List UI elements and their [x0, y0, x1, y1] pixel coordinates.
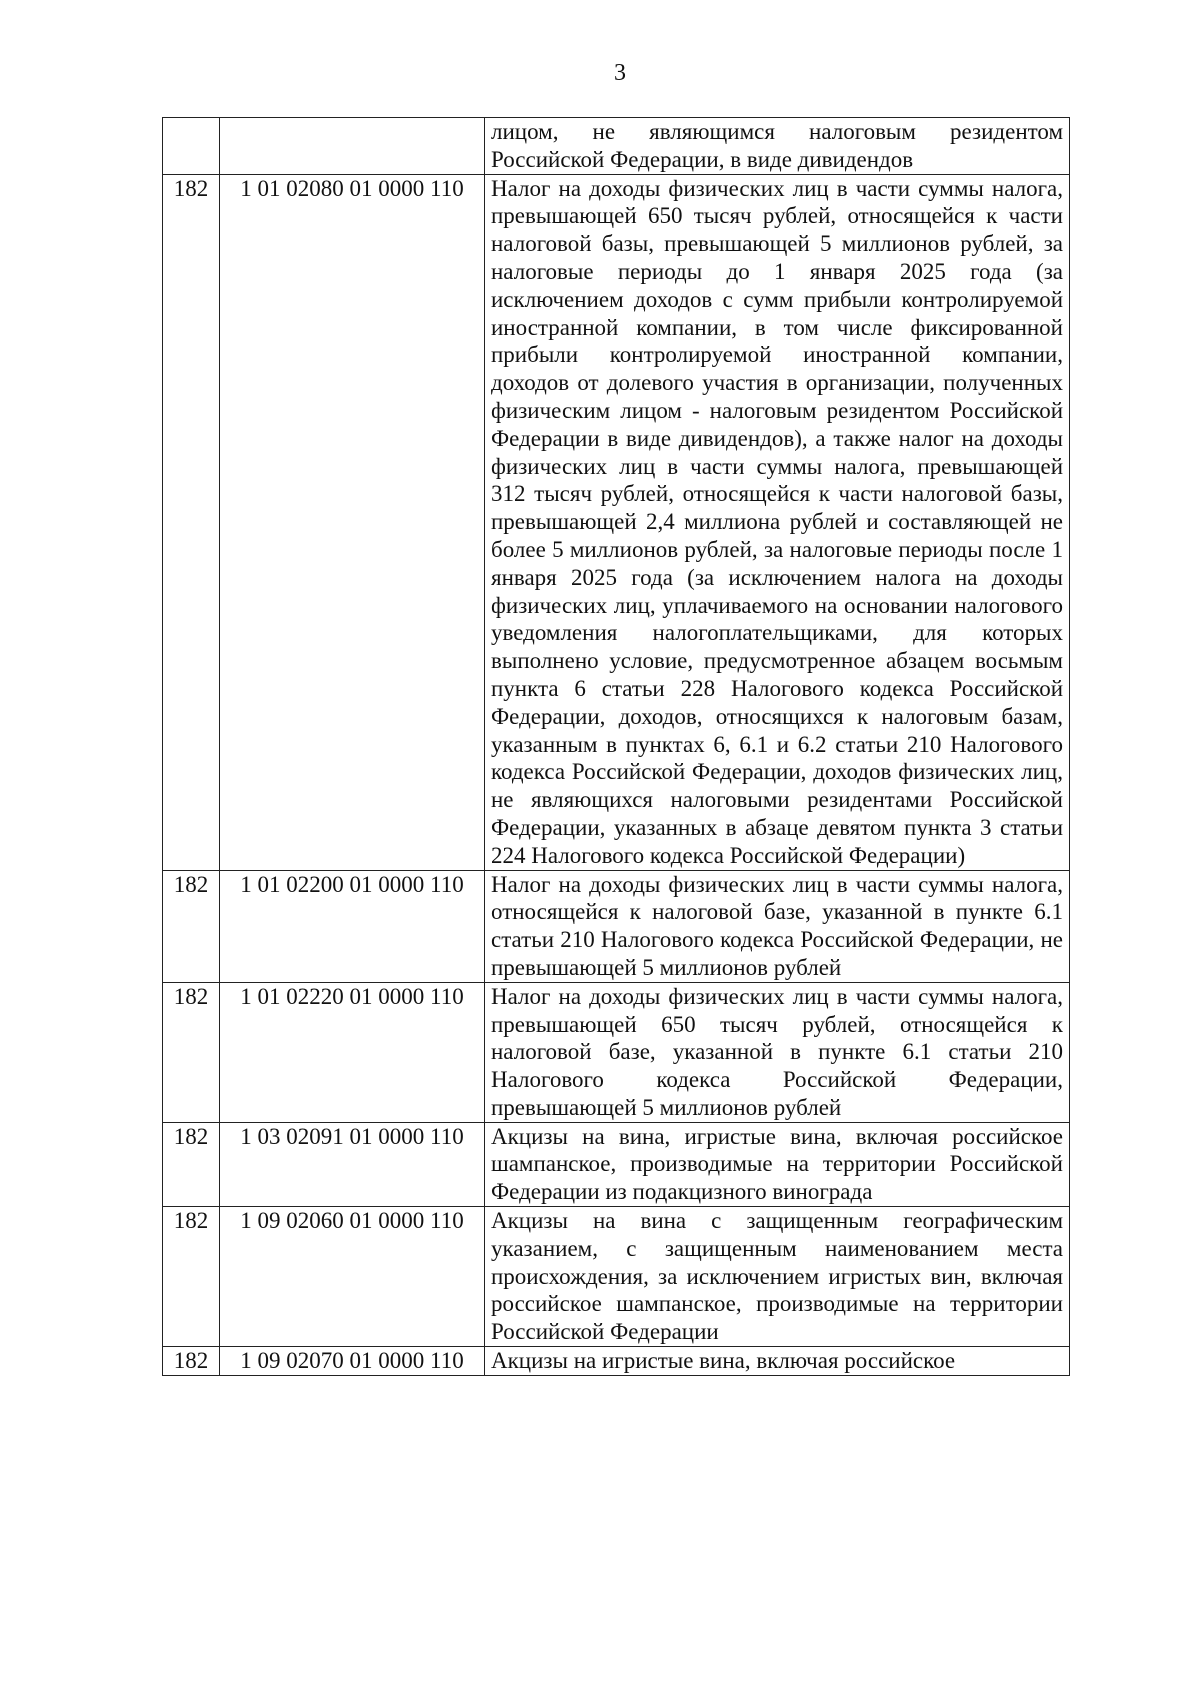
revenue-name-cell: Акцизы на вина с защищенным географическим указанием, с защищенным наименованием места происхождения, за исключением игристых вин, включая российское шампанское, производимые на территории Российской Федерации: [485, 1207, 1070, 1347]
admin-code-cell: 182: [163, 982, 220, 1122]
budget-codes-table: [162, 117, 1070, 1376]
table-row: [163, 174, 1070, 870]
table-row: [163, 1347, 1070, 1376]
kbk-code-cell: 1 03 02091 01 0000 110: [220, 1122, 485, 1206]
table-row: [163, 1207, 1070, 1347]
revenue-name-cell: Акцизы на вина, игристые вина, включая российское шампанское, производимые на территории Российской Федерации из подакцизного винограда: [485, 1122, 1070, 1206]
admin-code-cell: 182: [163, 1122, 220, 1206]
page-number: 3: [614, 60, 626, 86]
kbk-code-cell: [220, 118, 485, 175]
admin-code-cell: 182: [163, 1347, 220, 1376]
kbk-code-cell: 1 01 02080 01 0000 110: [220, 174, 485, 870]
kbk-code-cell: 1 09 02070 01 0000 110: [220, 1347, 485, 1376]
kbk-code-cell: 1 09 02060 01 0000 110: [220, 1207, 485, 1347]
table-row: [163, 1122, 1070, 1206]
revenue-name-cell: Налог на доходы физических лиц в части суммы налога, относящейся к налоговой базе, указанной в пункте 6.1 статьи 210 Налогового кодекса Российской Федерации, не превышающей 5 миллионов рублей: [485, 870, 1070, 982]
admin-code-cell: 182: [163, 174, 220, 870]
revenue-name-cell: Налог на доходы физических лиц в части суммы налога, превышающей 650 тысяч рублей, относящейся к части налоговой базы, превышающей 5 миллионов рублей, за налоговые периоды до 1 января 2025 года (за исключением доходов с сумм прибыли контролируемой иностранной компании, в том числе фиксированной прибыли контролируемой иностранной компании, доходов от долевого участия в организации, полученных физическим лицом - налоговым резидентом Российской Федерации в виде дивидендов), а также налог на доходы физических лиц в части суммы налога, превышающей 312 тысяч рублей, относящейся к части налоговой базы, превышающей 2,4 миллиона рублей и составляющей не более 5 миллионов рублей, за налоговые периоды после 1 января 2025 года (за исключением налога на доходы физических лиц, уплачиваемого на основании налогового уведомления налогоплательщиками, для которых выполнено условие, предусмотренное абзацем восьмым пункта 6 статьи 228 Налогового кодекса Российской Федерации, доходов, относящихся к налоговым базам, указанным в пунктах 6, 6.1 и 6.2 статьи 210 Налогового кодекса Российской Федерации, доходов физических лиц, не являющихся налоговыми резидентами Российской Федерации, указанных в абзаце девятом пункта 3 статьи 224 Налогового кодекса Российской Федерации): [485, 174, 1070, 870]
revenue-name-cell: Налог на доходы физических лиц в части суммы налога, превышающей 650 тысяч рублей, относящейся к налоговой базе, указанной в пункте 6.1 статьи 210 Налогового кодекса Российской Федерации, превышающей 5 миллионов рублей: [485, 982, 1070, 1122]
admin-code-cell: 182: [163, 870, 220, 982]
table-row: [163, 982, 1070, 1122]
admin-code-cell: [163, 118, 220, 175]
revenue-name-cell: Акцизы на игристые вина, включая российское: [485, 1347, 1070, 1376]
kbk-code-cell: 1 01 02220 01 0000 110: [220, 982, 485, 1122]
revenue-name-cell: лицом, не являющимся налоговым резидентом Российской Федерации, в виде дивидендов: [485, 118, 1070, 175]
table-row: [163, 118, 1070, 175]
table-row: [163, 870, 1070, 982]
admin-code-cell: 182: [163, 1207, 220, 1347]
kbk-code-cell: 1 01 02200 01 0000 110: [220, 870, 485, 982]
